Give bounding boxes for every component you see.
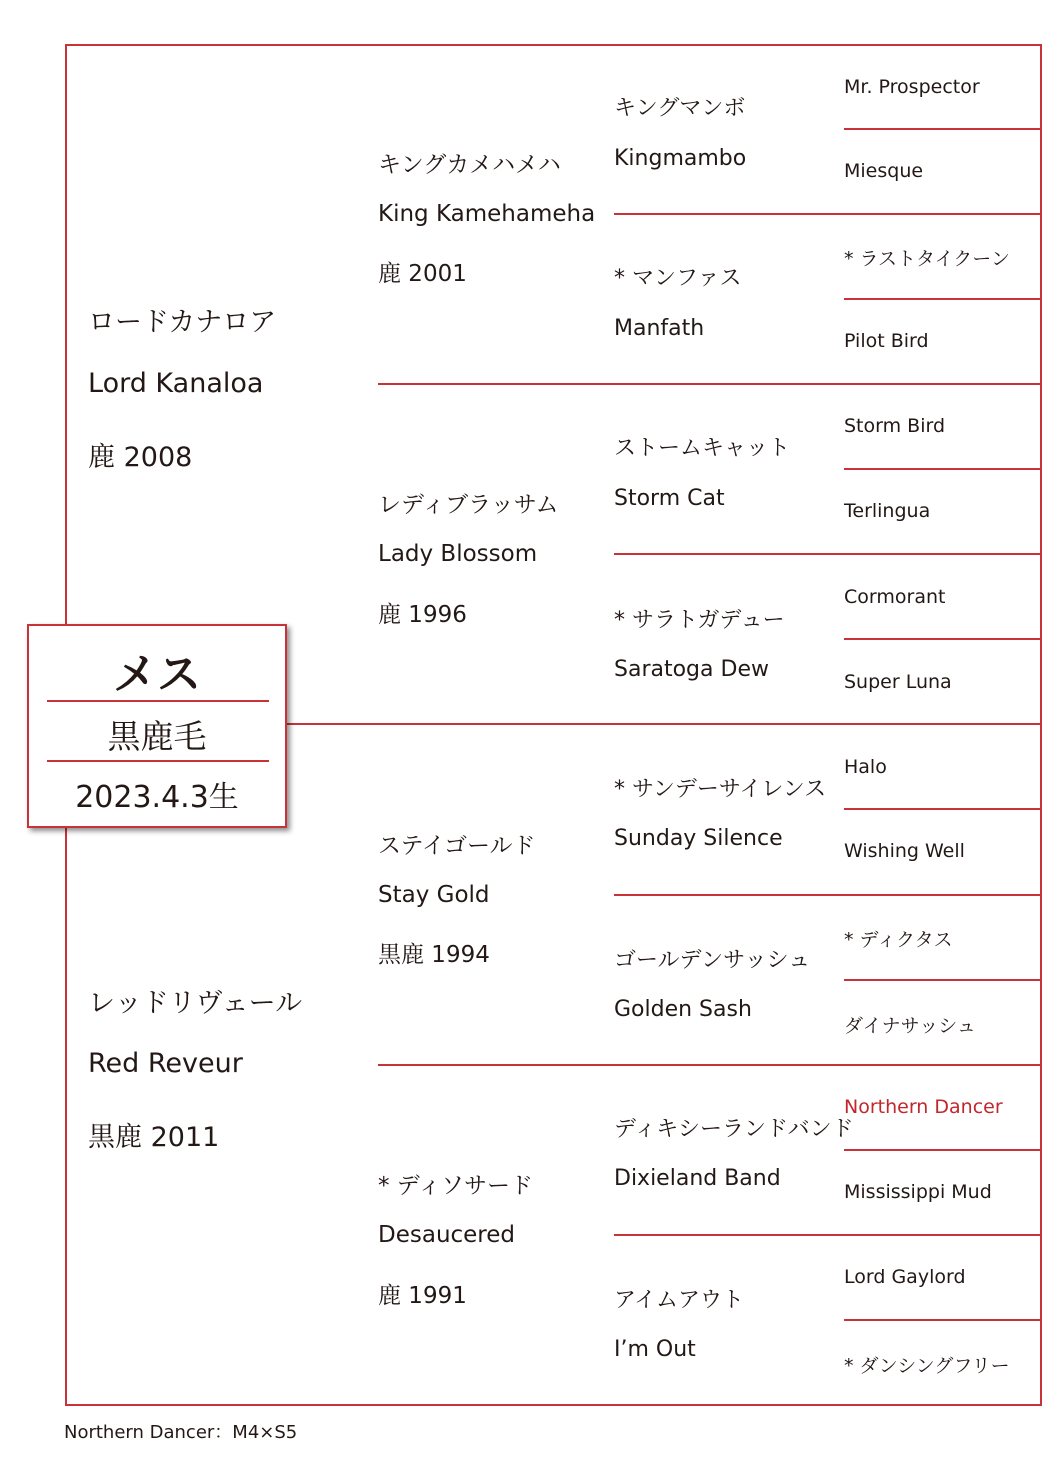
gen2-name-jp: ステイゴールド [378,833,536,859]
gen2-name-en: Lady Blossom [378,541,538,567]
divider-gen2 [378,1064,1041,1066]
subject-sex: メス [113,649,201,700]
frame-top [66,44,1042,46]
gen4-name: Cormorant [844,586,946,608]
sire-name-jp: ロードカナロア [88,307,277,338]
divider-gen3 [614,1234,1041,1236]
gen2-name-jp: * ディソサード [378,1173,533,1199]
gen3-name-en: Golden Sash [614,997,752,1022]
gen4-name: Super Luna [844,671,952,693]
dam-name-jp: レッドリヴェール [88,988,303,1019]
gen4-name: Wishing Well [844,840,965,862]
gen3-name-jp: ストームキャット [614,436,791,461]
gen2-name-en: Desaucered [378,1222,516,1248]
frame-right [1040,44,1042,1406]
dam-name-en: Red Reveur [88,1048,243,1079]
subject-separator [47,760,269,762]
gen3-name-en: Sunday Silence [614,826,783,851]
gen3-name-en: I’m Out [614,1337,696,1362]
gen3-name-jp: ディキシーランドバンド [614,1117,854,1142]
subject-box [27,624,287,828]
dam-info: 黒鹿 2011 [88,1122,220,1153]
divider-gen2 [378,383,1041,385]
subject-birth: 2023.4.3生 [75,780,239,815]
gen4-name: Mr. Prospector [844,76,980,98]
sire-info: 鹿 2008 [88,442,193,473]
divider-gen4 [844,638,1041,640]
gen3-name-en: Kingmambo [614,146,747,171]
gen2-info: 鹿 1991 [378,1283,467,1309]
divider-gen4 [844,1149,1041,1151]
divider-gen4 [844,298,1041,300]
gen4-name: Storm Bird [844,415,946,437]
gen3-name-jp: ゴールデンサッシュ [614,948,811,973]
subject-separator [47,700,269,702]
divider-gen3 [614,213,1041,215]
gen2-info: 鹿 2001 [378,261,467,287]
gen3-name-jp: * サラトガデュー [614,608,785,633]
gen2-name-jp: レディブラッサム [378,492,559,518]
gen3-name-jp: アイムアウト [614,1288,745,1313]
gen2-name-jp: キングカメハメハ [378,152,561,178]
sire-name-en: Lord Kanaloa [88,368,264,399]
gen4-name: Mississippi Mud [844,1181,992,1203]
gen3-name-jp: * サンデーサイレンス [614,777,827,802]
gen4-name: * ラストタイクーン [844,248,1010,270]
gen3-name-jp: キングマンボ [614,96,746,121]
divider-gen3 [614,894,1041,896]
gen3-name-en: Saratoga Dew [614,657,769,682]
gen4-name: Lord Gaylord [844,1266,966,1288]
gen4-name: * ディクタス [844,929,953,951]
gen4-name: Miesque [844,160,924,182]
gen3-name-en: Storm Cat [614,486,725,511]
gen2-info: 黒鹿 1994 [378,942,490,968]
gen3-name-en: Manfath [614,316,705,341]
subject-color: 黒鹿毛 [107,717,207,756]
gen2-info: 鹿 1996 [378,602,467,628]
frame-bottom [66,1404,1042,1406]
gen4-name: Pilot Bird [844,330,929,352]
gen4-name: Terlingua [844,500,931,522]
divider-gen4 [844,128,1041,130]
gen4-name: Halo [844,756,887,778]
divider-gen4 [844,468,1041,470]
gen3-name-jp: * マンファス [614,266,742,291]
gen3-name-en: Dixieland Band [614,1166,781,1191]
gen4-name: ダイナサッシュ [844,1015,976,1037]
inbreeding-note: Northern Dancer：M4×S5 [64,1422,298,1443]
divider-gen3 [614,553,1041,555]
divider-sire-dam [283,723,1041,725]
gen2-name-en: Stay Gold [378,882,490,908]
divider-gen4 [844,1319,1041,1321]
gen4-name-highlight: Northern Dancer [844,1096,1003,1118]
divider-gen4 [844,979,1041,981]
gen2-name-en: King Kamehameha [378,201,596,227]
divider-gen4 [844,808,1041,810]
gen4-name: * ダンシングフリー [844,1355,1010,1377]
